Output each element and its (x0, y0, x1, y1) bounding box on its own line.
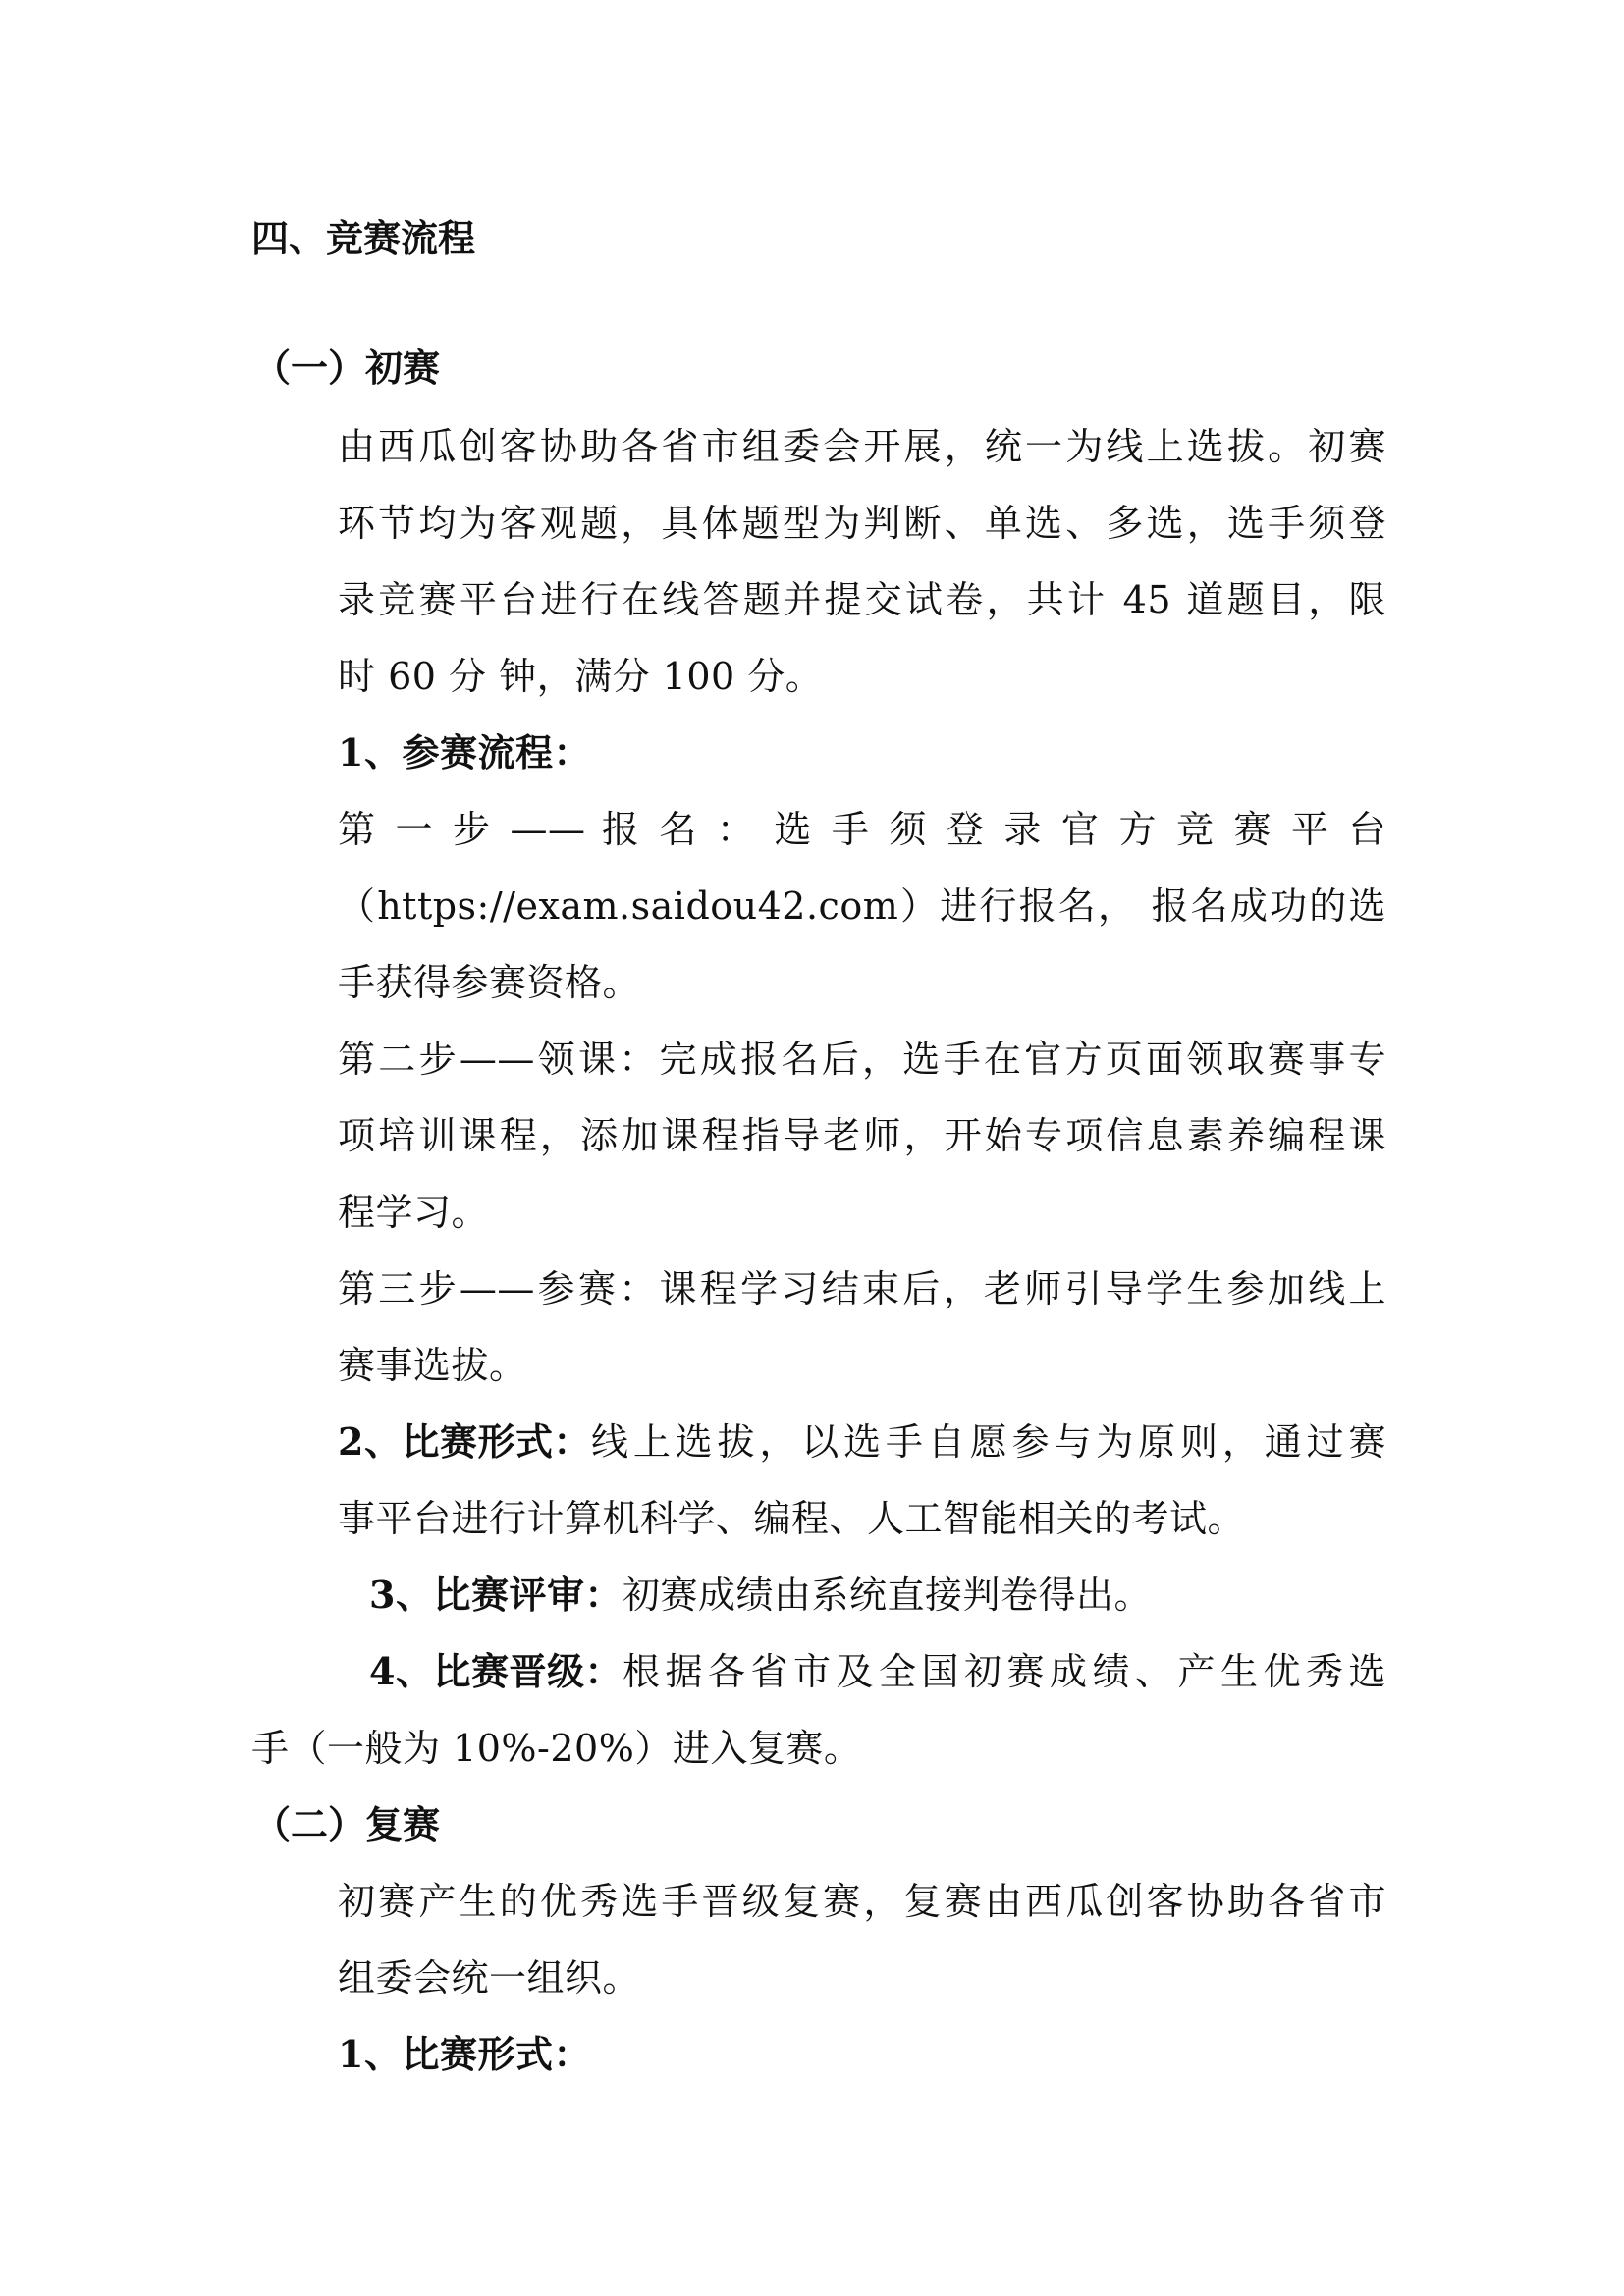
semi-heading: （二）复赛 (253, 1802, 441, 1846)
prelim-heading: （一）初赛 (253, 346, 441, 390)
semi-intro-line-2: 组委会统一组织。 (338, 1956, 641, 2000)
semi-intro-line-1: 初赛产生的优秀选手晋级复赛，复赛由西瓜创客协助各省市 (338, 1880, 1386, 1923)
step1-line-3: 手获得参赛资格。 (338, 961, 641, 1004)
semi-form-label: 1、比赛形式： (338, 2032, 591, 2076)
prelim-review-text: 初赛成绩由系统直接判卷得出。 (622, 1574, 1152, 1617)
prelim-intro-line-1: 由西瓜创客协助各省市组委会开展，统一为线上选拔。初赛 (338, 425, 1386, 468)
prelim-advance-text-1: 根据各省市及全国初赛成绩、产生优秀选 (622, 1650, 1386, 1693)
prelim-review-label: 3、比赛评审： (369, 1573, 623, 1617)
step3-line-2: 赛事选拔。 (338, 1344, 527, 1387)
step1-line-2: （https://exam.saidou42.com）进行报名， 报名成功的选 (338, 884, 1386, 928)
step3-line-1: 第三步——参赛：课程学习结束后，老师引导学生参加线上 (338, 1267, 1386, 1310)
prelim-advance-text-2: 手（一般为 10%-20%）进入复赛。 (251, 1727, 862, 1770)
prelim-form-line-1 (338, 1415, 1386, 1468)
prelim-advance-line-1 (369, 1645, 1386, 1698)
prelim-intro-line-3: 录竞赛平台进行在线答题并提交试卷，共计 45 道题目，限 (338, 578, 1386, 621)
step2-line-2: 项培训课程，添加课程指导老师，开始专项信息素养编程课 (338, 1114, 1386, 1157)
prelim-form-text-1: 线上选拔，以选手自愿参与为原则，通过赛 (590, 1420, 1386, 1464)
section-title: 四、竞赛流程 (251, 216, 476, 260)
prelim-form-label: 2、比赛形式： (338, 1419, 591, 1464)
step2-line-1: 第二步——领课：完成报名后，选手在官方页面领取赛事专 (338, 1038, 1386, 1081)
prelim-review-line (369, 1569, 1152, 1622)
prelim-advance-label: 4、比赛晋级： (369, 1649, 623, 1693)
prelim-intro-line-4: 时 60 分 钟，满分 100 分。 (338, 655, 824, 698)
step1-line-1: 第 一 步 —— 报 名 ： 选 手 须 登 录 官 方 竞 赛 平 台 (338, 808, 1386, 851)
step2-line-3: 程学习。 (338, 1191, 490, 1234)
prelim-process-label: 1、参赛流程： (338, 730, 591, 774)
prelim-form-text-2: 事平台进行计算机科学、编程、人工智能相关的考试。 (338, 1497, 1246, 1540)
prelim-intro-line-2: 环节均为客观题，具体题型为判断、单选、多选，选手须登 (338, 502, 1386, 545)
